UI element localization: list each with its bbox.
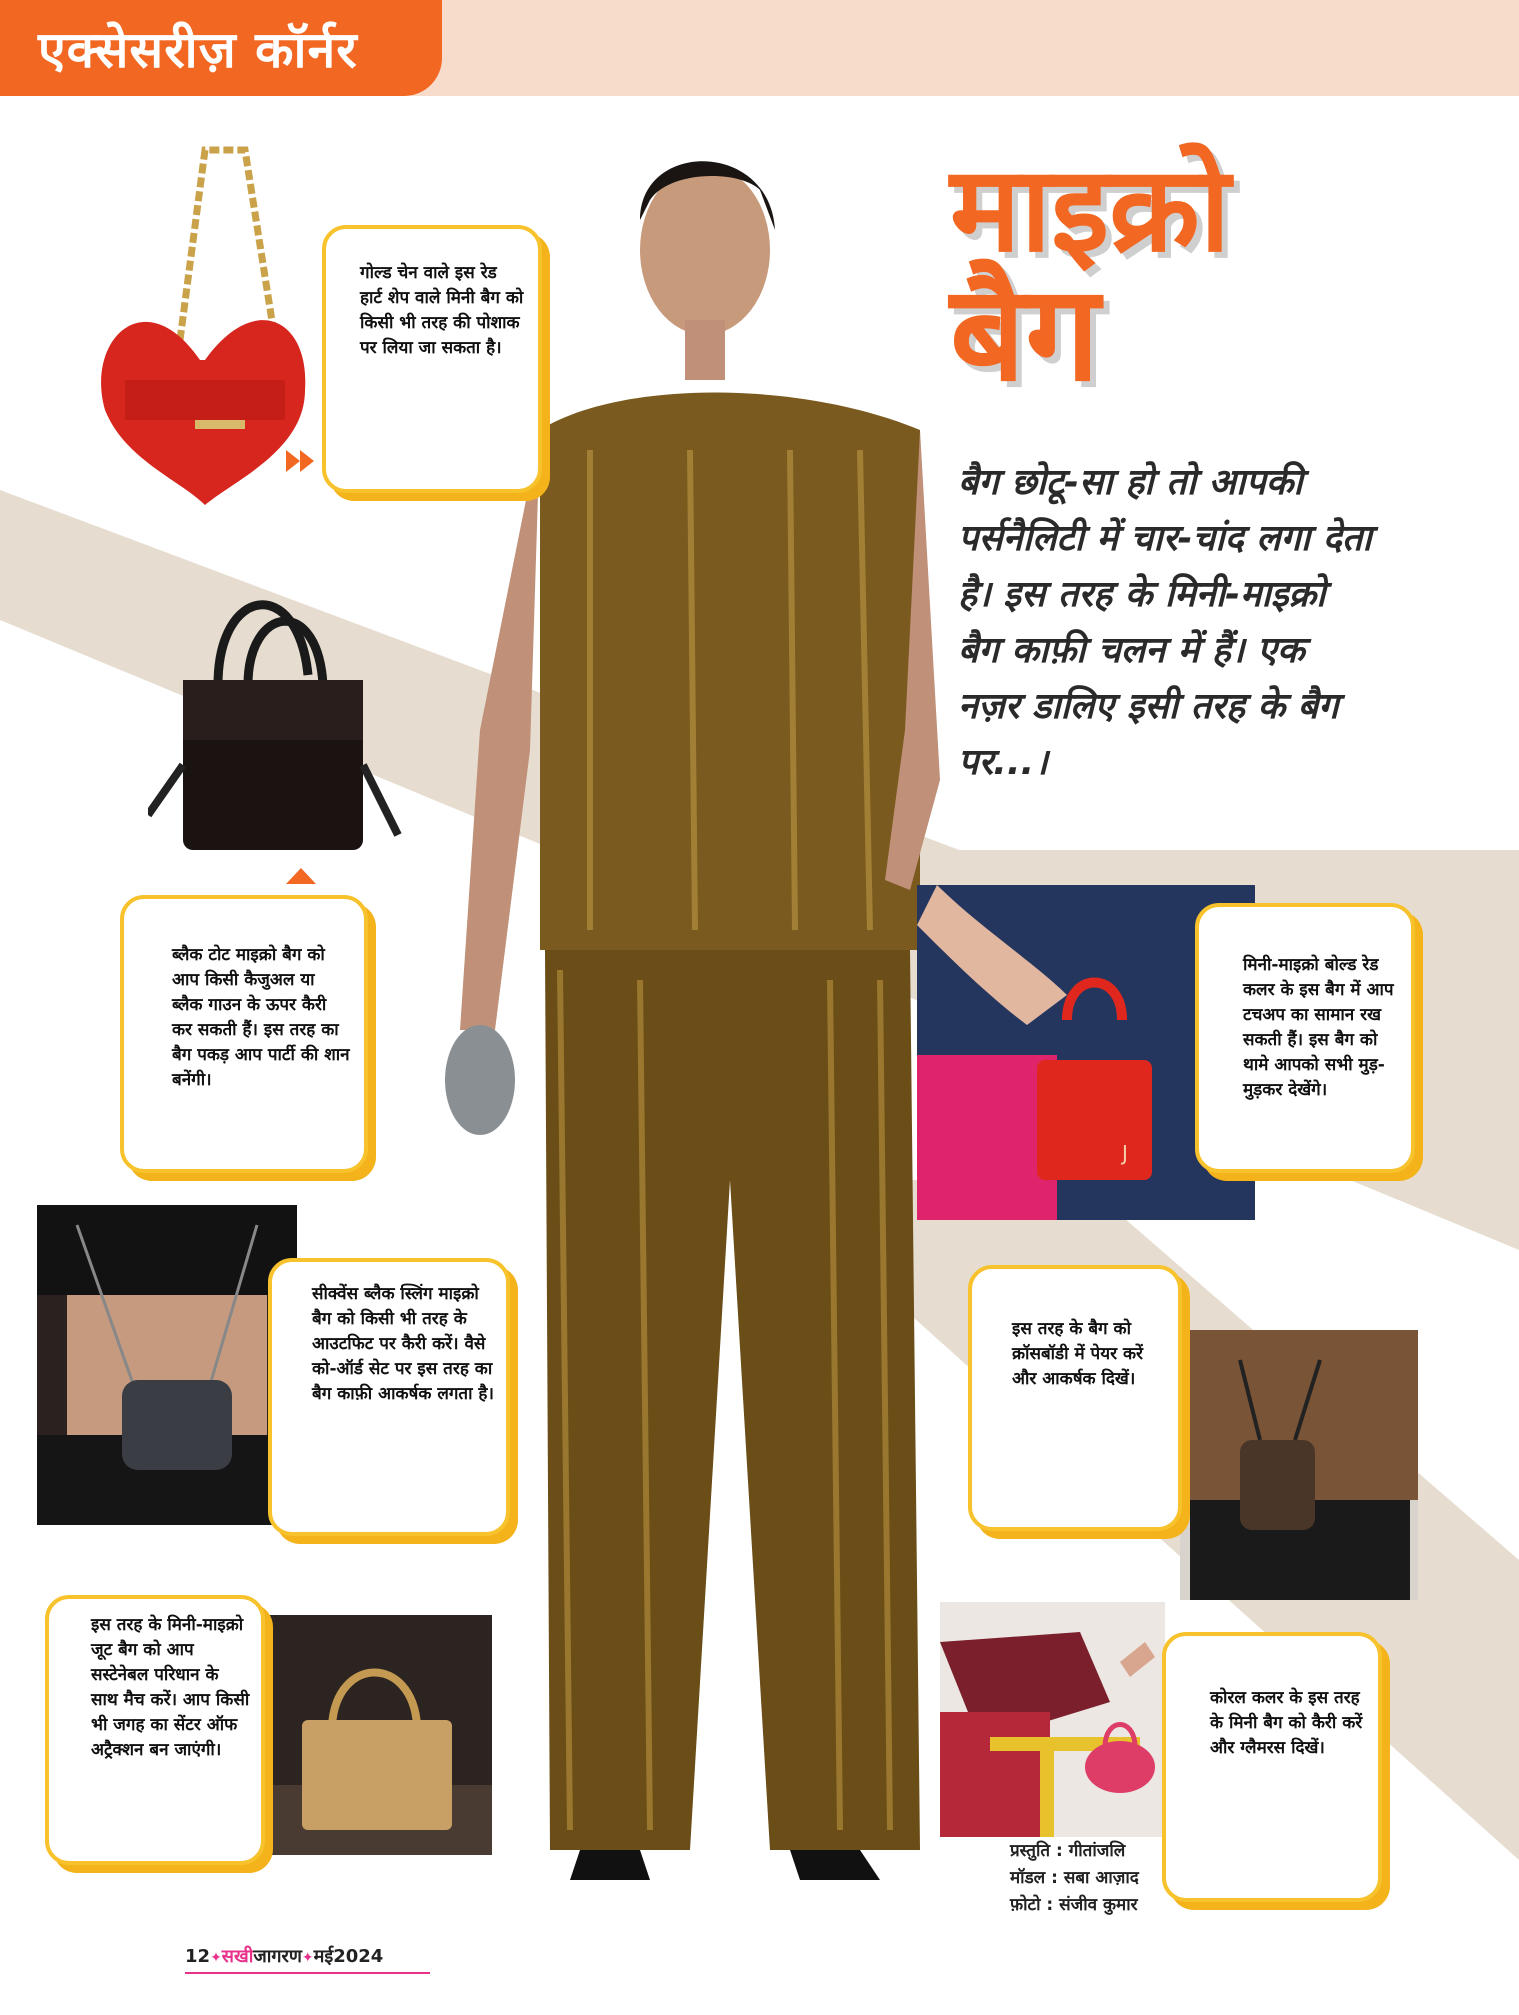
callout-coral <box>1162 1632 1382 1902</box>
crossbody-bag-image <box>1180 1330 1418 1600</box>
callout-sequins-sling-text: सीक्वेंस ब्लैक स्लिंग माइक्रो बैग को किसी भी तरह के आउटफिट पर कैरी करें। वैसे को-ऑर्ड सेट पर इस तरह का बैग काफ़ी आकर्षक लगता है। <box>312 1284 494 1404</box>
red-heart-bag-image <box>85 110 315 510</box>
brand-sakhi: सखी <box>221 1946 254 1967</box>
section-title: एक्सेसरीज़ कॉर्नर <box>38 21 358 79</box>
star-icon: ✦ <box>210 1950 222 1966</box>
sequins-sling-bag-image <box>37 1205 297 1525</box>
callout-red-heart <box>322 225 542 493</box>
footer-rule <box>185 1972 430 1974</box>
callout-black-tote-text: ब्लैक टोट माइक्रो बैग को आप किसी कैजुअल या ब्लैक गाउन के ऊपर कैरी कर सकती हैं। इस तरह का बैग पकड़ आप पार्टी की शान बनेंगी। <box>172 945 350 1090</box>
headline-line-2: बैग <box>950 257 1100 411</box>
arrow-right-icon-2 <box>300 450 314 472</box>
callout-sequins-sling <box>268 1258 510 1536</box>
svg-text:J: J <box>1122 1141 1128 1165</box>
callout-red-heart-text: गोल्ड चेन वाले इस रेड हार्ट शेप वाले मिनी बैग को किसी भी तरह की पोशाक पर लिया जा सकता है। <box>360 263 524 358</box>
callout-bold-red-text: मिनी-माइक्रो बोल्ड रेड कलर के इस बैग में आप टचअप का सामान रख सकती हैं। इस बैग को थामे आपको सभी मुड़-मुड़कर देखेंगे। <box>1243 955 1394 1100</box>
footer <box>185 1944 383 1968</box>
credit-presented: प्रस्तुति : गीतांजलि <box>1010 1841 1126 1861</box>
credit-model: मॉडल : सबा आज़ाद <box>1010 1868 1139 1888</box>
coral-bag-image <box>940 1602 1165 1837</box>
page-number: 12 <box>185 1946 211 1967</box>
callout-crossbody <box>968 1265 1182 1531</box>
credits <box>1010 1838 1139 1919</box>
callout-jute-bag-text: इस तरह के मिनी-माइक्रो जूट बैग को आप सस्टेनेबल परिधान के साथ मैच करें। आप किसी भी जगह का सेंटर ऑफ अट्रैक्शन बन जाएंगी। <box>91 1615 250 1760</box>
black-tote-bag-image <box>148 565 418 865</box>
arrow-up-icon <box>286 868 316 884</box>
credit-photo: फ़ोटो : संजीव कुमार <box>1010 1895 1138 1915</box>
callout-jute-bag <box>45 1595 265 1865</box>
callout-crossbody-text: इस तरह के बैग को क्रॉसबॉडी में पेयर करें और आकर्षक दिखें। <box>1012 1319 1143 1389</box>
callout-black-tote <box>120 895 368 1173</box>
star-icon-2: ✦ <box>301 1950 314 1966</box>
intro-paragraph: बैग छोटू-सा हो तो आपकी पर्सनैलिटी में चार-चांद लगा देता है। इस तरह के मिनी-माइक्रो बैग काफ़ी चलन में हैं। एक नज़र डालिए इसी तरह के बैग पर...। <box>958 462 1372 783</box>
brand-jagran: जागरण <box>253 1946 302 1967</box>
headline-line-1: माइक्रो <box>950 140 1231 278</box>
section-tab <box>0 0 442 96</box>
callout-coral-text: कोरल कलर के इस तरह के मिनी बैग को कैरी करें और ग्लैमरस दिखें। <box>1210 1688 1363 1758</box>
callout-bold-red <box>1195 903 1415 1173</box>
arrow-right-icon <box>286 450 300 472</box>
issue-date: मई2024 <box>313 1946 384 1967</box>
